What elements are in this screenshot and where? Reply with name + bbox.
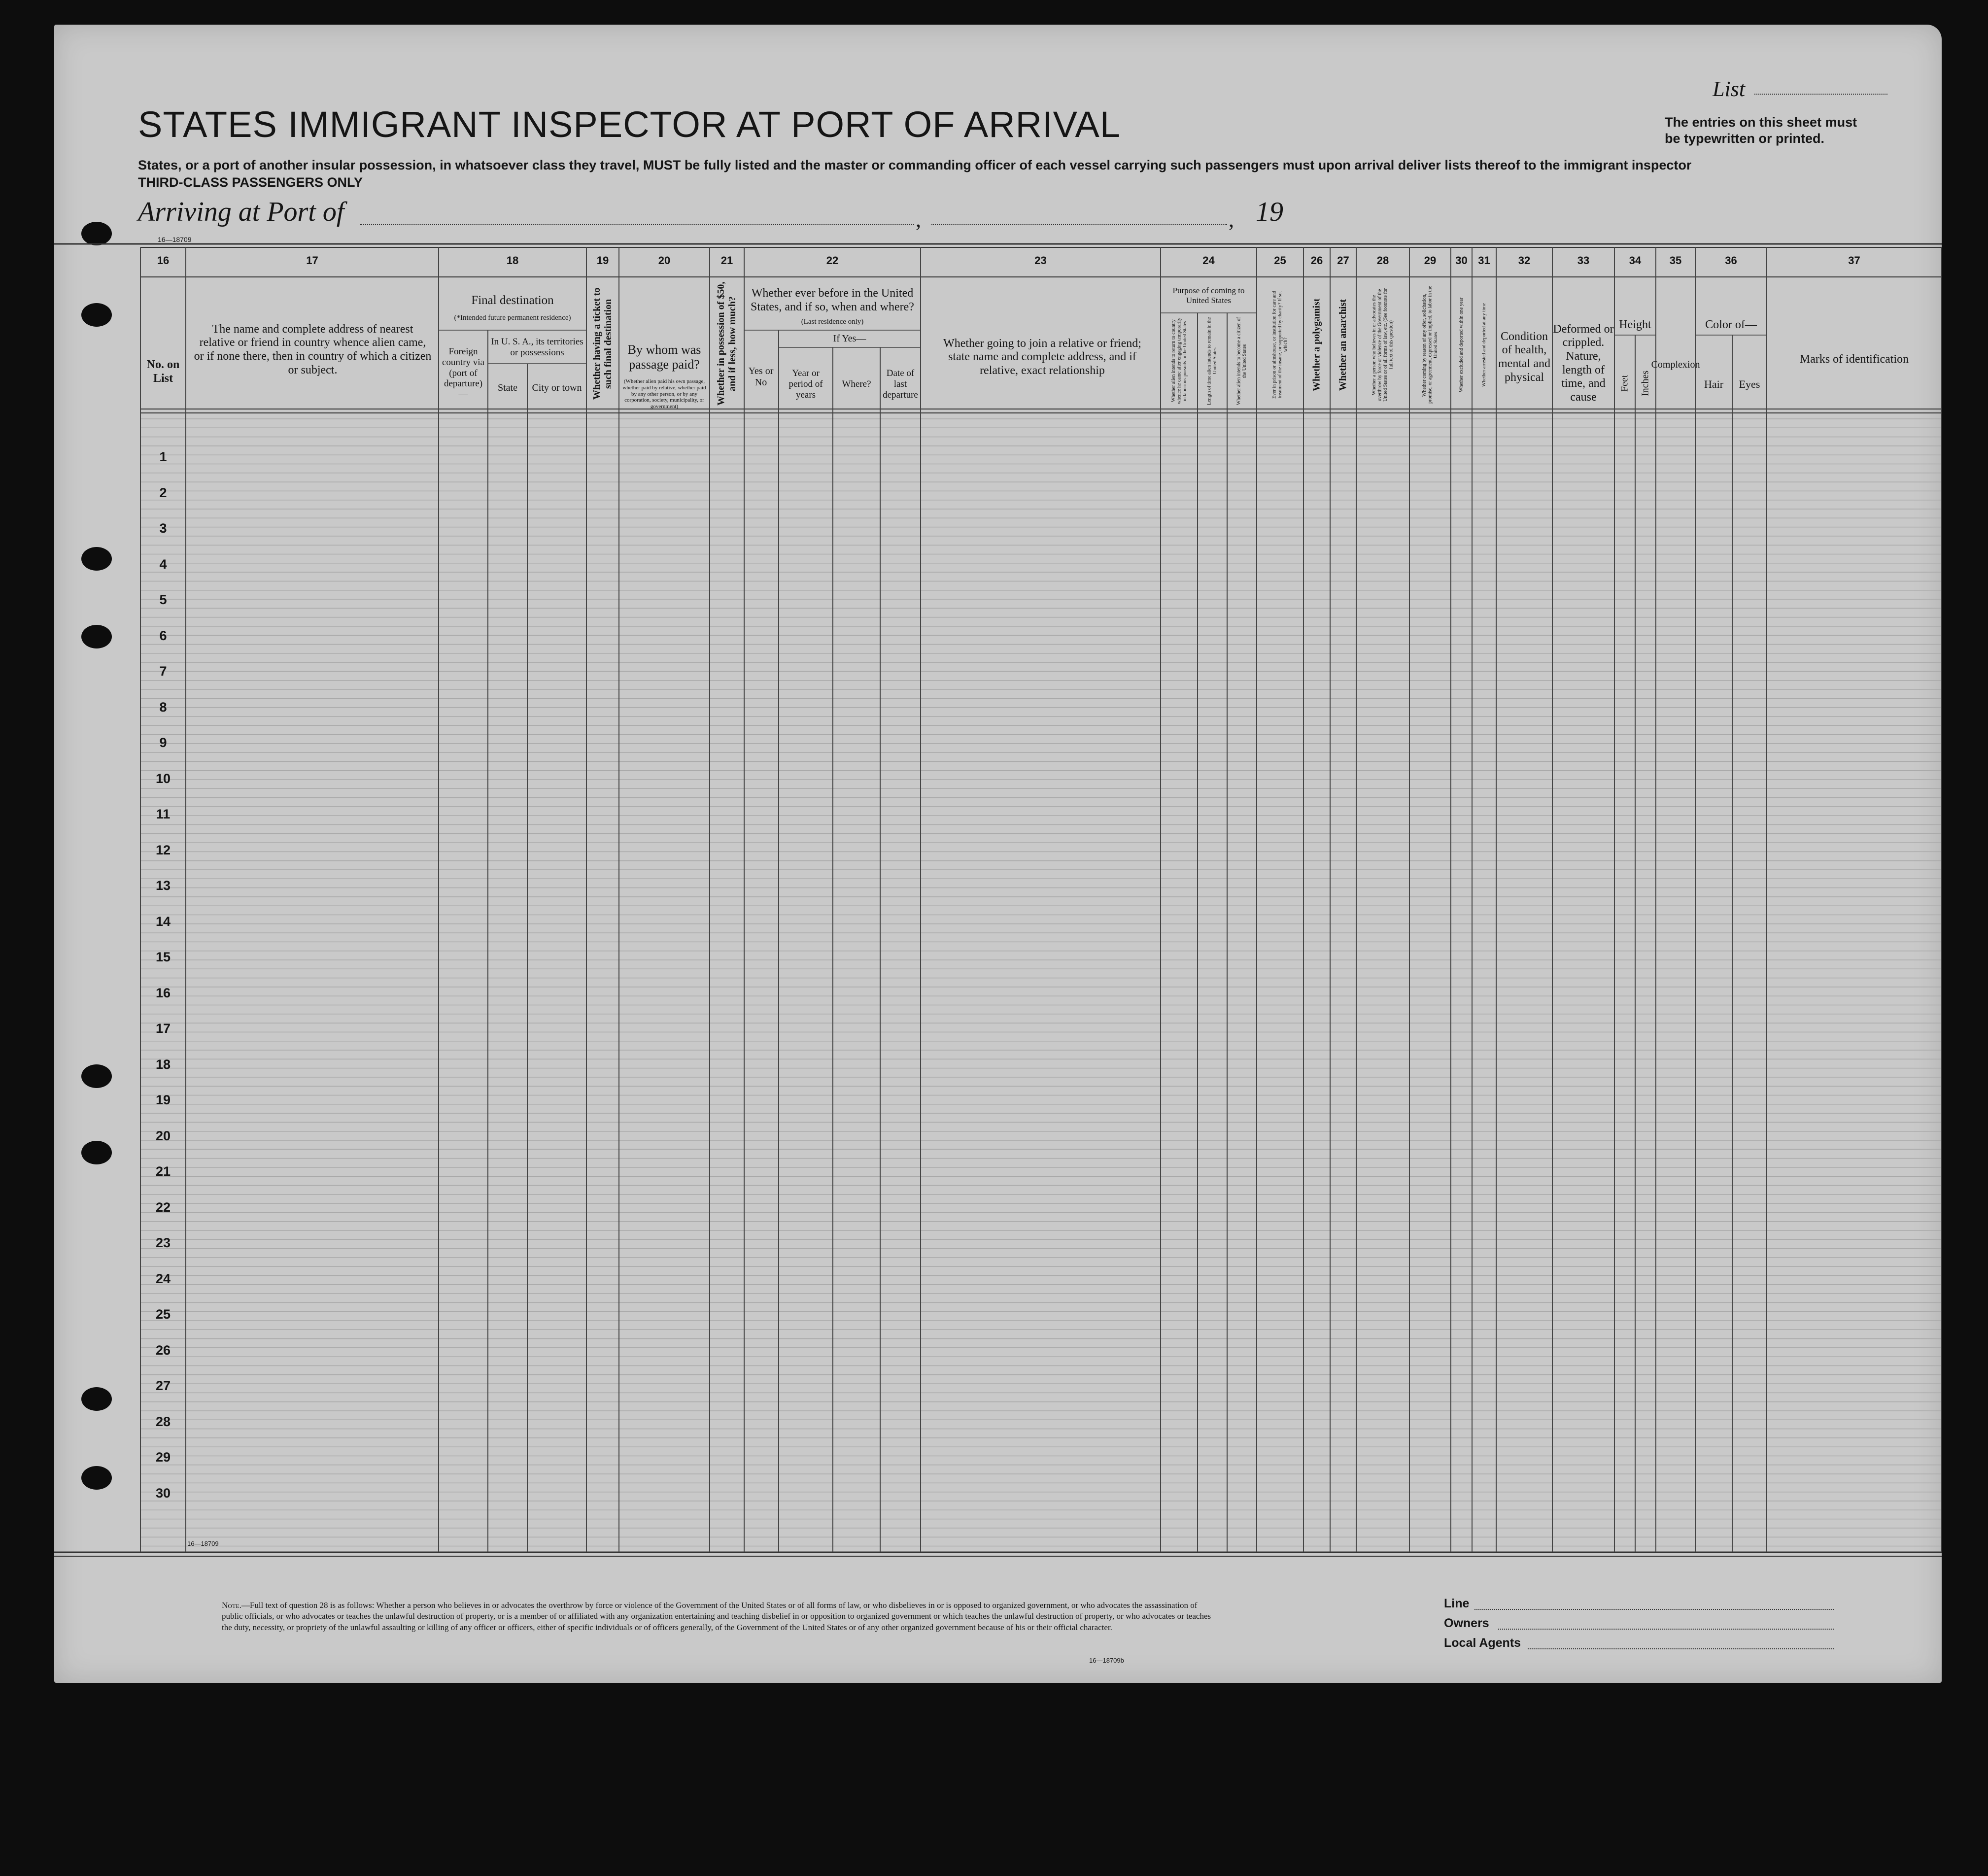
header-color-of: Color of— [1705,318,1757,332]
row-number: 20 [155,1128,171,1143]
colnum-37: 37 [1848,254,1860,267]
year-prefix: 19 [1256,197,1283,227]
header-prison: Ever in prison or almshouse, or institution for care and treatment of the insane, or supported by charity? If so, which? [1271,291,1289,399]
row-number: 1 [159,449,167,464]
header-hair: Hair [1704,378,1724,391]
header-complexion: Complexion [1651,359,1700,370]
header-overthrow: Whether a person who believes in or advocates the overthrow by force or violence of the Government of the United States or of all forms of law, etc. (See footnote for full text of this question) [1371,288,1394,402]
colnum-28: 28 [1376,254,1389,267]
colnum-19: 19 [596,254,609,267]
row-number: 9 [159,735,167,750]
row-number: 19 [155,1092,171,1107]
row-number: 3 [159,521,167,536]
table-grid [54,25,1942,1683]
header-purpose: Purpose of coming to United States [1172,286,1245,305]
header-purpose-return: Whether alien intends to return to country whence he came after engaging temporarily in laborious pursuits in the United States [1170,317,1188,405]
row-number: 16 [155,985,171,1000]
row-number: 18 [155,1057,171,1072]
owners-field[interactable] [1498,1629,1834,1630]
manifest-sheet [54,25,1942,1683]
colnum-30: 30 [1455,254,1468,267]
row-number: 12 [155,842,171,857]
local-agents-field[interactable] [1528,1648,1834,1649]
row-number: 5 [159,592,167,607]
header-passage-paid: By whom was passage paid? [627,342,701,372]
form-title: STATES IMMIGRANT INSPECTOR AT PORT OF ARRIVAL [138,104,1121,145]
colnum-21: 21 [720,254,733,267]
row-number: 2 [159,485,167,500]
header-join-relative: Whether going to join a relative or friend; state name and complete address, and if relative, exact relationship [943,337,1141,377]
header-purpose-citizen: Whether alien intends to become a citizen of the United States [1236,317,1247,405]
row-number: 21 [155,1164,171,1179]
colnum-34: 34 [1629,254,1642,267]
row-number: 8 [159,699,167,715]
row-number: 27 [155,1378,171,1393]
row-number: 22 [155,1199,171,1215]
row-number: 23 [155,1235,171,1250]
header-polygamist: Whether a polygamist [1311,298,1322,392]
owners-label: Owners [1444,1616,1489,1630]
header-if-yes: If Yes— [833,333,866,344]
header-passage-paid-sub: (Whether alien paid his own passage, whether paid by relative, whether paid by any other person, or by any corporation, society, municipality, or government) [622,378,706,409]
comma: , [916,207,921,232]
row-number: 25 [155,1307,171,1322]
header-no-on-list: No. on List [146,358,180,385]
header-labor-offer: Whether coming by reason of any offer, solicitation, promise, or agreement, expressed or implied, to labor in the United States [1421,286,1439,404]
header-excluded: Whether excluded and deported within one year [1458,297,1464,393]
header-years: Year or period of years [788,368,823,400]
header-anarchist: Whether an anarchist [1337,299,1348,391]
local-agents-label: Local Agents [1444,1636,1521,1650]
header-feet: Feet [1619,375,1630,392]
row-number: 15 [155,950,171,964]
subtitle-line1: States, or a port of another insular possession, in whatsoever class they travel, MUST be fully listed and the master or commanding officer of each vessel carrying such passengers must upon arrival deliver lists thereof to the immigrant inspector [138,158,1692,172]
header-ever-before: Whether ever before in the United States, and if so, when and where? [751,287,914,313]
header-health: Condition of health, mental and physical [1498,330,1550,384]
header-nearest-relative: The name and complete address of nearest relative or friend in country whence alien came, or if none there, then in country of which a citizen or subject. [194,322,432,376]
colnum-18: 18 [506,254,519,267]
colnum-16: 16 [157,254,170,267]
header-yes-no: Yes or No [748,366,774,388]
entries-note-line2: be typewritten or printed. [1665,131,1825,146]
form-number-top: 16—18709 [158,236,192,243]
row-number: 10 [155,771,171,786]
header-where: Where? [842,379,871,390]
row-number: 6 [159,628,167,643]
header-state: State [498,382,517,393]
row-number: 11 [156,807,171,821]
row-number: 30 [155,1485,171,1501]
colnum-33: 33 [1577,254,1590,267]
line-label: Line [1444,1597,1470,1610]
footnote-label: Note. [222,1601,241,1610]
row-number: 28 [155,1414,171,1429]
header-inches: Inches [1640,370,1651,396]
header-fifty-dollars: Whether in possession of $50, and if less, how much? [716,281,738,406]
colnum-17: 17 [306,254,318,267]
header-foreign-country: Foreign country via (port of departure)— [442,346,484,400]
subtitle-line2: THIRD-CLASS PASSENGERS ONLY [138,175,363,190]
row-number: 7 [159,664,167,679]
colnum-29: 29 [1424,254,1437,267]
list-label: List [1713,77,1746,101]
row-number: 24 [155,1271,171,1286]
colnum-36: 36 [1725,254,1737,267]
entries-note-line1: The entries on this sheet must [1665,115,1857,130]
footnote [222,1600,1217,1633]
colnum-22: 22 [826,254,839,267]
header-date-departure: Date of last departure [883,368,918,400]
header-arrested: Whether arrested and deported at any time [1481,303,1487,387]
row-number: 14 [155,914,171,929]
header-eyes: Eyes [1739,378,1760,391]
header-marks: Marks of identification [1799,353,1909,366]
row-number: 4 [159,556,167,572]
colnum-25: 25 [1274,254,1286,267]
header-in-usa: In U. S. A., its territories or possessions [491,337,583,358]
colnum-27: 27 [1337,254,1349,267]
form-number-bottom-right: 16—18709b [1089,1657,1124,1664]
colnum-26: 26 [1310,254,1323,267]
header-final-destination-sub: (*Intended future permanent residence) [454,314,571,322]
row-number: 26 [155,1342,171,1358]
colnum-24: 24 [1202,254,1215,267]
line-field[interactable] [1474,1609,1834,1610]
colnum-23: 23 [1034,254,1047,267]
header-city: City or town [532,382,582,393]
row-number: 13 [155,878,171,893]
header-ever-before-sub: (Last residence only) [801,318,864,326]
header-ticket: Whether having a ticket to such final destination [591,287,614,400]
colnum-20: 20 [658,254,671,267]
comma: , [1229,207,1234,232]
header-deformed: Deformed or crippled. Nature, length of time, and cause [1553,322,1614,404]
form-number-bottom-left: 16—18709 [187,1540,219,1547]
header-purpose-length: Length of time alien intends to remain in the United States [1206,317,1218,405]
colnum-31: 31 [1478,254,1490,267]
header-final-destination: Final destination [471,293,554,307]
footnote-text: —Full text of question 28 is as follows: Whether a person who believes in or advocates the overthrow by force or violence of the Government of the United States or of all forms of law, or who disbelieves in or is opposed to organized government, or who advocates the assassination of public officials, or who advocates or teaches the unlawful destruction of property, or is a member of or affiliated with any organization entertaining and teaching disbelief in or opposition to organized government or which teaches the unlawful destruction of property, or who advocates or teaches the duty, necessity, or propriety of the unlawful assaulting or killing of any officer or officers, either of specific individuals or of officers generally, of the Government of the United States or of any other organized government because of his or their official character. [222,1601,1211,1632]
row-number: 17 [155,1021,171,1036]
arriving-label: Arriving at Port of [138,197,344,227]
row-number: 29 [155,1450,171,1465]
header-height: Height [1619,318,1651,332]
colnum-35: 35 [1669,254,1682,267]
colnum-32: 32 [1518,254,1531,267]
